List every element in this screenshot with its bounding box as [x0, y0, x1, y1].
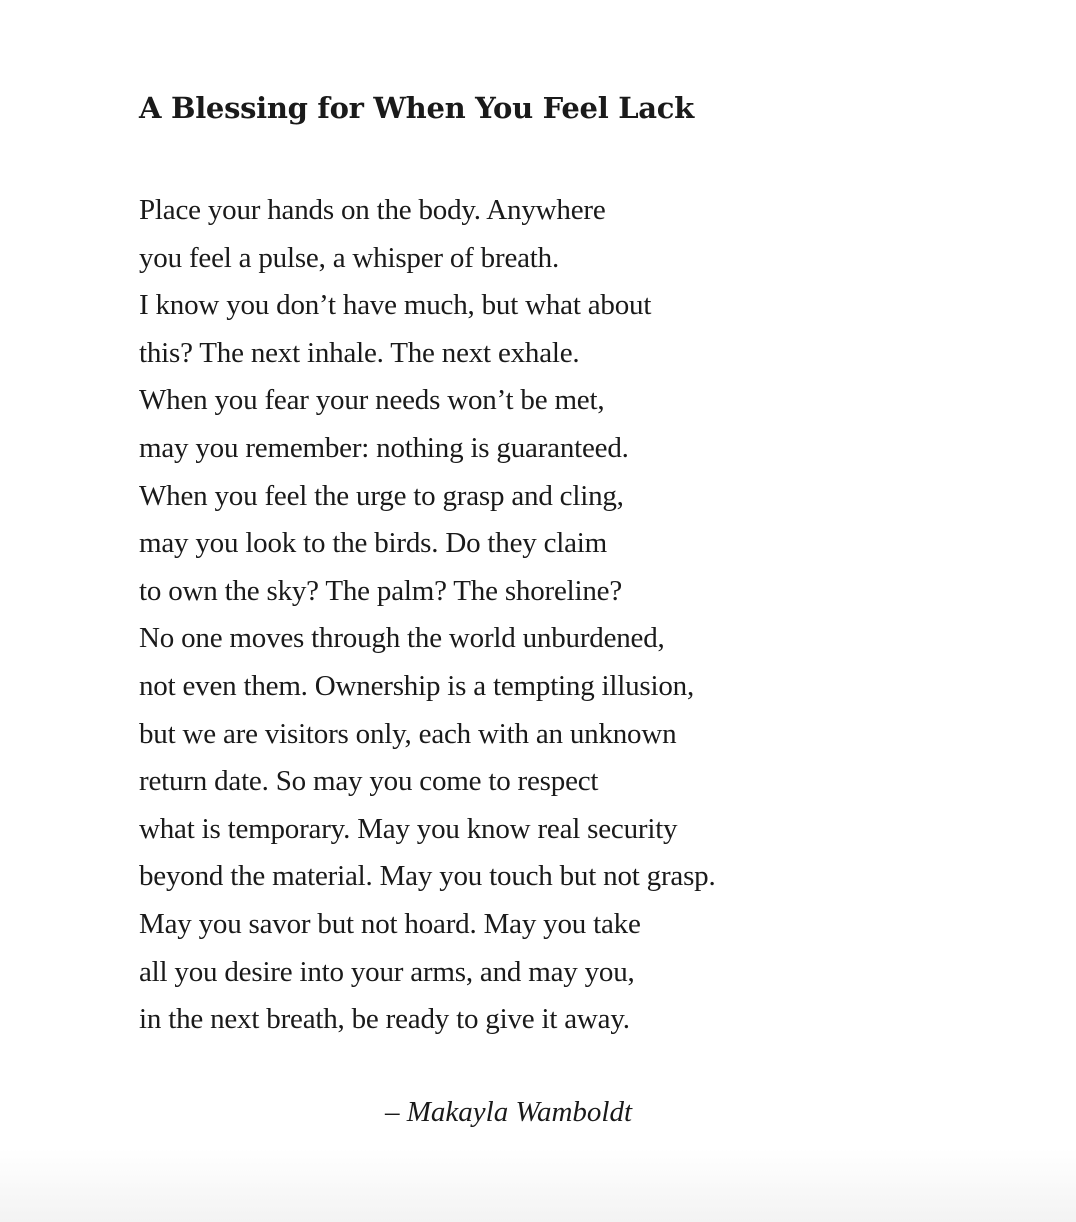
poem-line: you feel a pulse, a whisper of breath. — [139, 241, 559, 274]
poem-attribution: – Makayla Wamboldt — [385, 1096, 633, 1128]
poem-title: A Blessing for When You Feel Lack — [139, 91, 694, 125]
poem-line: When you fear your needs won’t be met, — [139, 384, 605, 417]
poem-line: may you remember: nothing is guaranteed. — [139, 431, 629, 464]
poem-line: No one moves through the world unburdened, — [139, 622, 665, 655]
poem-line: this? The next inhale. The next exhale. — [139, 336, 580, 369]
poem-line: return date. So may you come to respect — [139, 765, 599, 798]
poem-line: not even them. Ownership is a tempting illusion, — [139, 669, 695, 702]
poem-line: but we are visitors only, each with an unknown — [139, 717, 677, 750]
poem-line: all you desire into your arms, and may you, — [139, 955, 635, 988]
poem-line: beyond the material. May you touch but not grasp. — [139, 860, 716, 893]
poem-line: may you look to the birds. Do they claim — [139, 527, 608, 560]
poem-body — [139, 187, 716, 1044]
poem-line: in the next breath, be ready to give it away. — [139, 1003, 630, 1036]
poem-line: May you savor but not hoard. May you take — [139, 907, 641, 940]
poem-line: to own the sky? The palm? The shoreline? — [139, 574, 622, 607]
poem-line: When you feel the urge to grasp and cling, — [139, 479, 624, 512]
poem-line: Place your hands on the body. Anywhere — [139, 194, 606, 226]
poem-line: what is temporary. May you know real security — [139, 812, 678, 845]
poem-line: I know you don’t have much, but what about — [139, 289, 652, 322]
